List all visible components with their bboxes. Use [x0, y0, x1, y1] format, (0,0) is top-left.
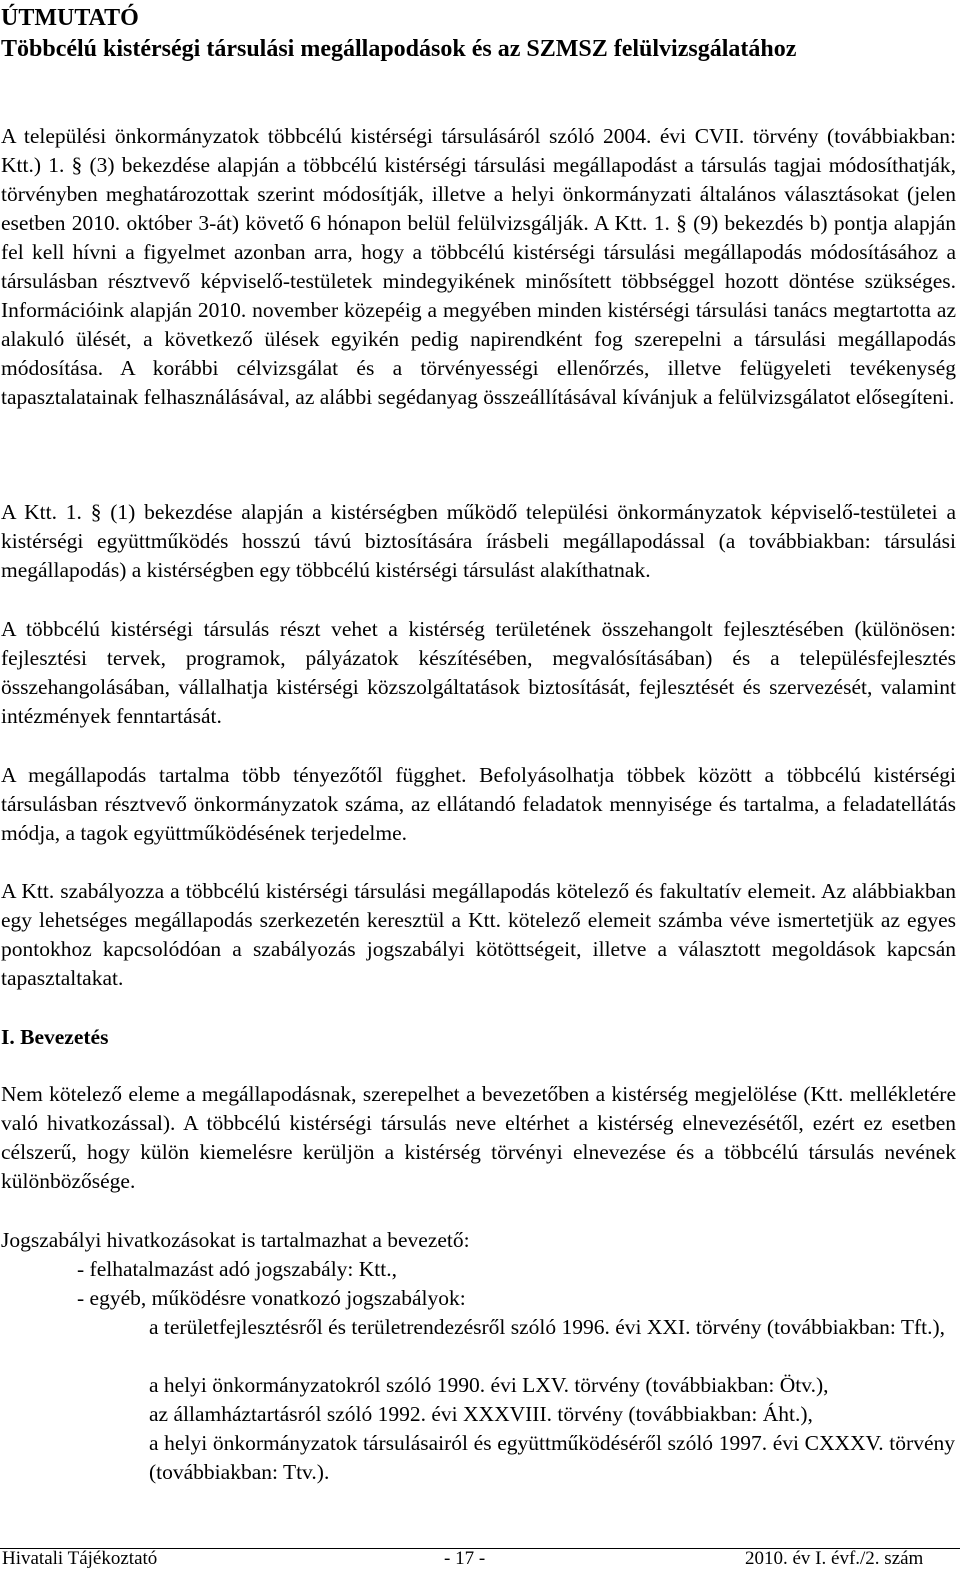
law-item: a területfejlesztésről és területrendezésről szóló 1996. évi XXI. törvény (továbbiakban: Tft.), — [149, 1315, 946, 1339]
footer-issue: 2010. év I. évf./2. szám — [745, 1548, 924, 1569]
paragraph-2: A Ktt. 1. § (1) bekezdése alapján a kistérségben működő települési önkormányzatok képviselő-testületei a kistérségi együttműködés hosszú távú biztosítására írásbeli megállapodással (a továbbiakban: társulási megállapodás) a kistérségben egy többcélú kistérségi társulást alakíthatnak. — [1, 500, 956, 582]
references-intro: Jogszabályi hivatkozásokat is tartalmazhat a bevezető: — [1, 1228, 470, 1252]
document-title: ÚTMUTATÓ — [1, 5, 139, 31]
bullet-item: - felhatalmazást adó jogszabály: Ktt., — [77, 1257, 397, 1281]
paragraph-4: A megállapodás tartalma több tényezőtől függhet. Befolyásolhatja többek között a többcélú kistérségi társulásban résztvevő önkormányzatok száma, az ellátandó feladatok mennyisége és tartalma, a feladatellátás módja, a tagok együttműködésének terjedelme. — [1, 763, 956, 845]
paragraph-3: A többcélú kistérségi társulás részt vehet a kistérség területének összehangolt fejlesztésében (különösen: fejlesztési tervek, programok, pályázatok készítésében, megvalósításában) és a településfejlesztés összehangolásában, vállalhatja kistérségi közszolgáltatások biztosítását, fejlesztését és szervezését, valamint intézmények fenntartását. — [1, 617, 956, 728]
law-item: az államháztartásról szóló 1992. évi XXXVIII. törvény (továbbiakban: Áht.), — [149, 1402, 813, 1426]
intro-paragraph: Nem kötelező eleme a megállapodásnak, szerepelhet a bevezetőben a kistérség megjelölése (Ktt. mellékletére való hivatkozással). A többcélú kistérségi társulás neve eltérhet a kistérség elnevezésétől, ezért ez esetben célszerű, hogy külön kiemelésre kerüljön a kistérség törvényi elnevezése és a többcélú társulás nevének különbözősége. — [1, 1082, 956, 1193]
paragraph-5: A Ktt. szabályozza a többcélú kistérségi társulási megállapodás kötelező és fakultatív elemeit. Az alábbiakban egy lehetséges megállapodás szerkezetén keresztül a Ktt. kötelező elemeit számba véve ismertetjük az egyes pontokhoz kapcsolódóan a szabályozás jogszabályi kötöttségeit, illetve a választott megoldások kapcsán tapasztaltakat. — [1, 879, 956, 990]
section-heading: I. Bevezetés — [1, 1025, 109, 1049]
law-item: a helyi önkormányzatokról szóló 1990. évi LXV. törvény (továbbiakban: Ötv.), — [149, 1373, 829, 1397]
footer-page-number: - 17 - — [444, 1548, 486, 1569]
law-item: a helyi önkormányzatok társulásairól és együttműködéséről szóló 1997. évi CXXXV. törvény (továbbiakban: Ttv.). — [149, 1431, 955, 1484]
bullet-item: - egyéb, működésre vonatkozó jogszabályok: — [77, 1286, 466, 1310]
paragraph-1: A települési önkormányzatok többcélú kistérségi társulásáról szóló 2004. évi CVII. törvény (továbbiakban: Ktt.) 1. § (3) bekezdése alapján a többcélú kistérségi társulási megállapodást a társulás tagjai módosíthatják, törvényben meghatározottak szerint módosítják, illetve a helyi önkormányzati általános választásokat (jelen esetben 2010. október 3-át) követő 6 hónapon belül felülvizsgálják. A Ktt. 1. § (9) bekezdés b) pontja alapján fel kell hívni a figyelmet azonban arra, hogy a többcélú kistérségi társulási megállapodás módosításához a társulásban résztvevő képviselő-testületek mindegyikének minősített többséggel hozott döntése szükséges. Információink alapján 2010. november közepéig a megyében minden kistérségi társulási tanács megtartotta az alakuló ülését, a következő ülések egyikén pedig napirendként fog szerepelni a társulási megállapodás módosítása. A korábbi célvizsgálat és a törvényességi ellenőrzés, illetve felügyeleti tevékenység tapasztalatainak felhasználásával, az alábbi segédanyag összeállításával kívánjuk a felülvizsgálatot elősegíteni. — [1, 124, 956, 409]
document-subtitle: Többcélú kistérségi társulási megállapodások és az SZMSZ felülvizsgálatához — [1, 36, 797, 62]
footer-publication: Hivatali Tájékoztató — [2, 1548, 158, 1569]
